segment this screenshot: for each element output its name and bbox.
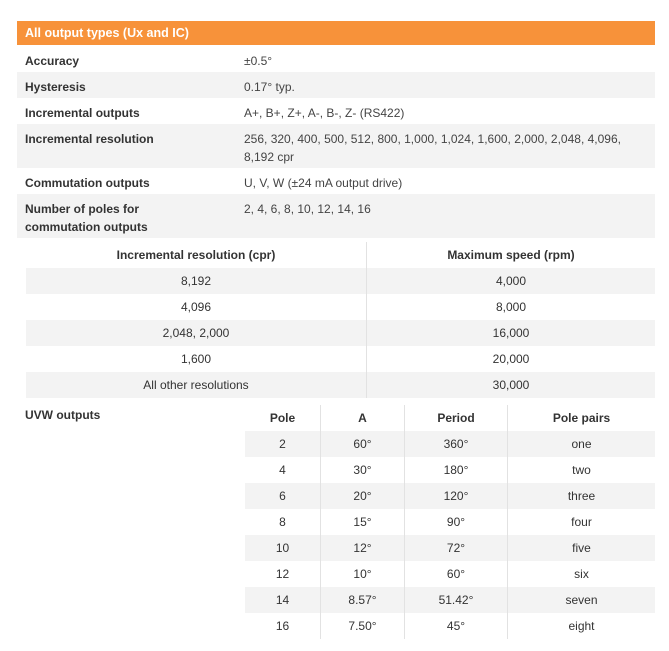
table-cell: seven [565,593,598,607]
spec-label: Number of poles for commutation outputs [25,202,148,234]
uvw-table [245,405,655,639]
table-header-row [245,405,655,431]
table-cell: 15° [321,509,405,535]
table-row [245,431,655,457]
table-cell: 180° [405,457,508,483]
table-cell: 4,000 [495,274,527,288]
column-header: Incremental resolution (cpr) [26,242,367,268]
table-cell: 8,192 [26,268,367,294]
table-cell: 12 [245,561,321,587]
spec-label: Incremental resolution [25,132,154,146]
table-row [245,587,655,613]
table-cell: 14 [245,587,321,613]
table-cell: 360° [405,431,508,457]
table-cell: four [571,515,592,529]
table-cell: 90° [405,509,508,535]
spec-row-hysteresis [17,72,655,98]
table-cell: 4,096 [26,294,367,320]
table-row [245,613,655,639]
spec-value: 2, 4, 6, 8, 10, 12, 14, 16 [244,202,371,216]
table-cell: 10° [321,561,405,587]
spec-value: ±0.5° [244,54,273,68]
spec-label: Incremental outputs [25,106,140,120]
table-row [245,483,655,509]
spec-row-number-of-poles [17,194,655,238]
table-cell: 51.42° [405,587,508,613]
table-cell: 20,000 [492,352,530,366]
spec-value: 0.17° typ. [244,80,295,94]
table-cell: 8.57° [321,587,405,613]
table-cell: 60° [405,561,508,587]
table-cell: 10 [245,535,321,561]
spec-value: A+, B+, Z+, A-, B-, Z- (RS422) [244,106,405,120]
section-header: All output types (Ux and IC) [17,21,655,45]
spec-row-commutation-outputs [17,168,655,194]
column-header: Maximum speed (rpm) [447,248,575,262]
table-cell: eight [568,619,595,633]
table-cell: 1,600 [26,346,367,372]
table-cell: 8,000 [495,300,527,314]
spec-value: 256, 320, 400, 500, 512, 800, 1,000, 1,024, 1,600, 2,000, 2,048, 4,096, 8,192 cpr [244,132,621,164]
table-cell: three [567,489,596,503]
column-header: Pole pairs [552,411,611,425]
spec-label: Accuracy [25,54,80,68]
table-cell: All other resolutions [26,372,367,398]
table-row [26,268,655,294]
uvw-outputs-label: UVW outputs [25,408,101,422]
table-header-row [26,242,655,268]
spec-row-incremental-outputs [17,98,655,124]
spec-label: Hysteresis [25,80,86,94]
column-header: Pole [245,405,321,431]
spec-row-accuracy [17,46,655,70]
table-row [245,561,655,587]
table-cell: 16 [245,613,321,639]
column-header: A [321,405,405,431]
table-cell: 20° [321,483,405,509]
table-cell: 6 [245,483,321,509]
table-cell: 120° [405,483,508,509]
table-cell: 60° [321,431,405,457]
column-header: Period [405,405,508,431]
table-cell: one [571,437,592,451]
spec-row-incremental-resolution [17,124,655,168]
table-cell: 30,000 [492,378,530,392]
spec-value: U, V, W (±24 mA output drive) [244,176,403,190]
table-cell: 12° [321,535,405,561]
table-row [26,346,655,372]
table-cell: 2,048, 2,000 [26,320,367,346]
spec-label: Commutation outputs [25,176,150,190]
table-cell: two [572,463,591,477]
table-cell: five [572,541,591,555]
table-row [26,320,655,346]
table-cell: 72° [405,535,508,561]
table-cell: 16,000 [492,326,530,340]
table-cell: 7.50° [321,613,405,639]
table-cell: six [574,567,589,581]
table-row [245,457,655,483]
table-row [245,535,655,561]
table-row [26,372,655,398]
table-row [26,294,655,320]
table-cell: 8 [245,509,321,535]
table-cell: 4 [245,457,321,483]
table-cell: 45° [405,613,508,639]
table-cell: 30° [321,457,405,483]
table-cell: 2 [245,431,321,457]
table-row [245,509,655,535]
resolution-speed-table [26,242,655,398]
